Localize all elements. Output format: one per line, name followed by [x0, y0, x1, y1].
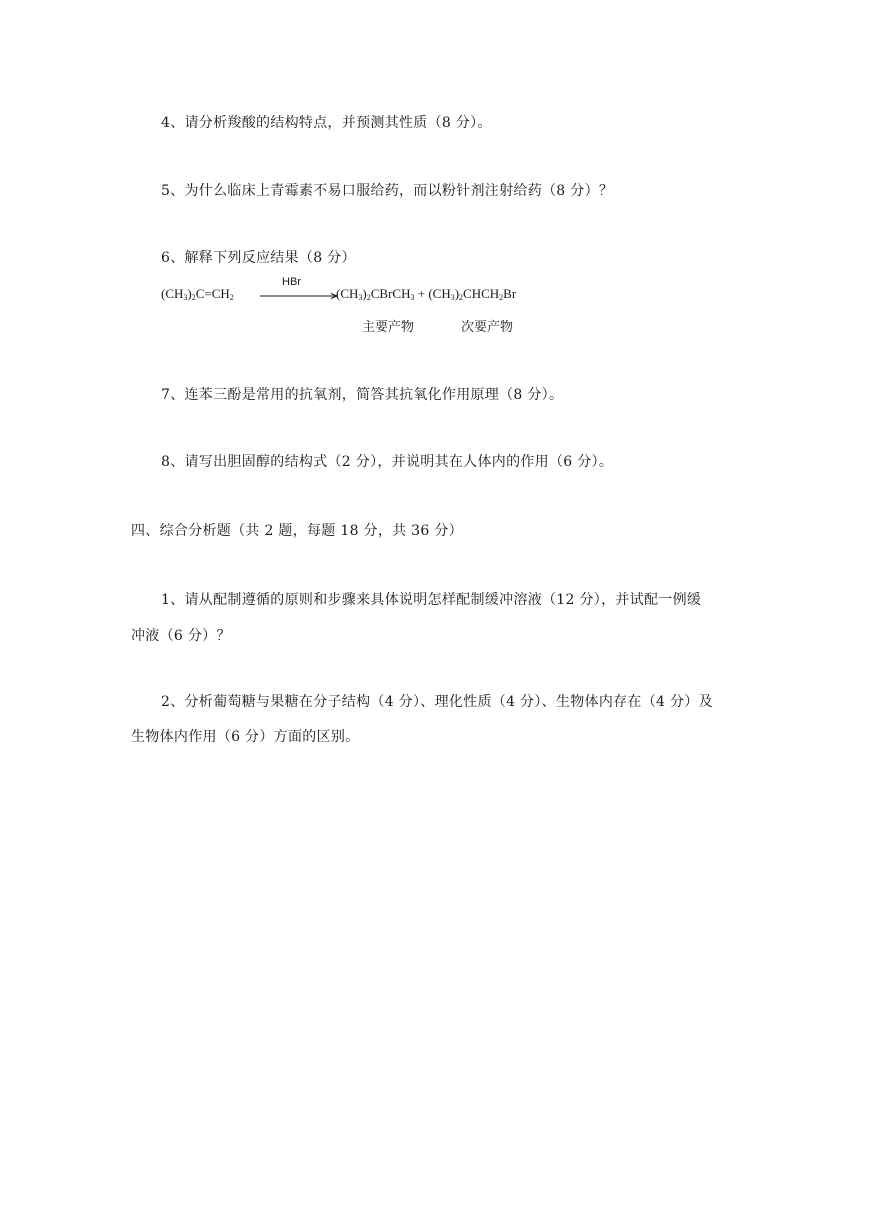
section-4-title: 四、综合分析题（共 2 题，每题 18 分，共 36 分）	[131, 523, 463, 539]
reaction-arrow	[260, 293, 340, 299]
question-5: 5、为什么临床上青霉素不易口服给药，而以粉针剂注射给药（8 分）？	[161, 183, 614, 199]
major-product-label: 主要产物	[362, 320, 415, 335]
question-7: 7、连苯三酚是常用的抗氧剂，简答其抗氧化作用原理（8 分）。	[161, 387, 564, 403]
reaction-products: $(CH_3)_2CBrCH_3$ + $(CH_3)_2CHCH_2Br$	[336, 286, 517, 302]
comprehensive-question-1-line-2: 冲液（6 分）？	[131, 628, 231, 644]
question-4: 4、请分析羧酸的结构特点，并预测其性质（8 分）。	[161, 115, 492, 131]
question-6: 6、解释下列反应结果（8 分）	[161, 250, 356, 266]
question-8: 8、请写出胆固醇的结构式（2 分），并说明其在人体内的作用（6 分）。	[161, 454, 614, 470]
reaction-reactant: $(CH_3)_2C=CH_2$	[161, 286, 234, 302]
minor-product-label: 次要产物	[461, 320, 514, 335]
comprehensive-question-2-line-1: 2、分析葡萄糖与果糖在分子结构（4 分）、理化性质（4 分）、生物体内存在（4 分）及	[161, 694, 713, 710]
comprehensive-question-2-line-2: 生物体内作用（6 分）方面的区别。	[131, 729, 360, 745]
comprehensive-question-1-line-1: 1、请从配制遵循的原则和步骤来具体说明怎样配制缓冲溶液（12 分），并试配一例缓	[161, 592, 702, 608]
reaction-reagent: HBr	[282, 276, 301, 288]
